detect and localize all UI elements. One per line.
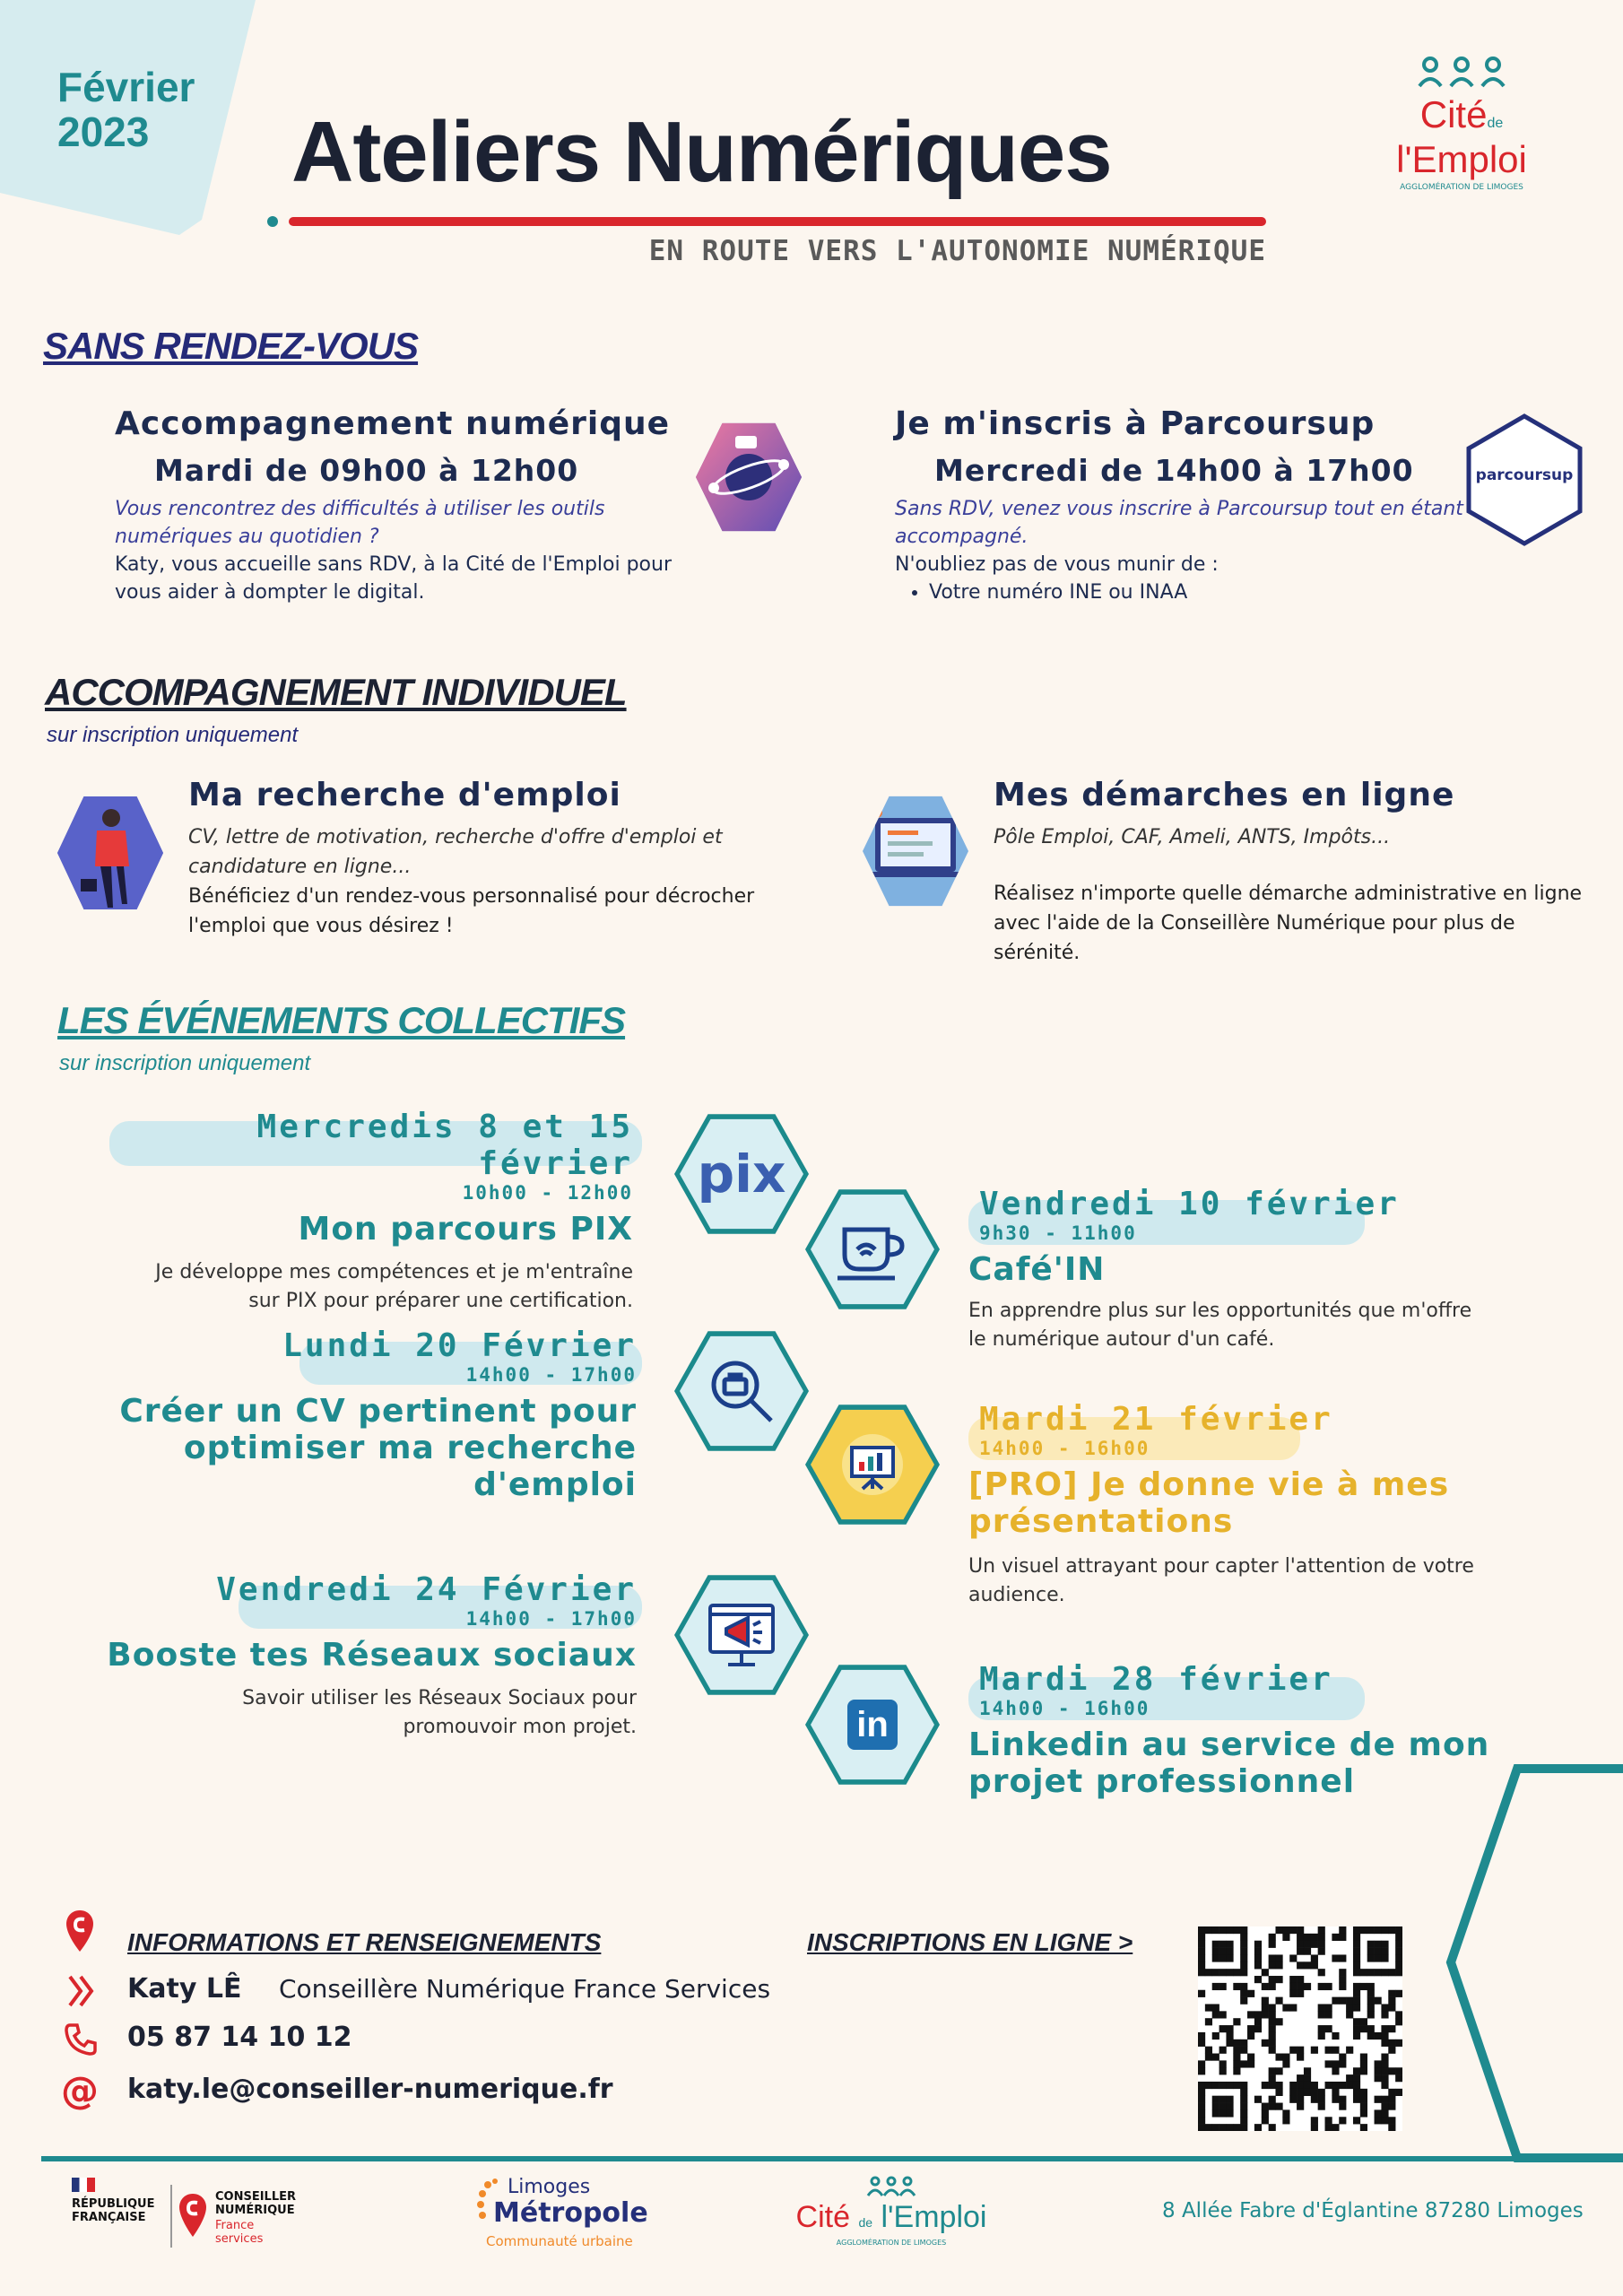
event-date: Vendredi 10 février: [979, 1186, 1400, 1222]
block-title: Mes démarches en ligne: [994, 777, 1455, 813]
cite-emploi-logo: [1390, 54, 1533, 192]
phone-icon: [63, 2022, 99, 2061]
chevron-right-icon: [65, 1973, 97, 2018]
pix-icon: [674, 1110, 809, 1238]
footer-de-text: de: [858, 2215, 873, 2230]
recherche-emploi-block: [188, 777, 762, 941]
block-italic: Vous rencontrez des difficultés à utiliser les outils numériques au quotidien ?: [115, 498, 605, 548]
event-cafe: [968, 1186, 1481, 1354]
block-text: Bénéficiez d'un rendez-vous personnalisé pour décrocher l'emploi que vous désirez !: [188, 885, 755, 937]
section-individuel: ACCOMPAGNEMENT INDIVIDUEL: [45, 671, 627, 713]
event-date: Vendredi 24 Février: [216, 1571, 637, 1608]
event-title: Mon parcours PIX: [298, 1211, 633, 1248]
parcoursup-block: [895, 405, 1469, 606]
footer-divider: [41, 2156, 1623, 2161]
location-pin-icon: [65, 1909, 95, 1957]
event-pix: [90, 1109, 633, 1316]
cite-emploi-footer-logo: [793, 2174, 990, 2255]
page-title: Ateliers Numériques: [291, 104, 1112, 200]
event-desc: Savoir utiliser les Réseaux Sociaux pour promouvoir mon projet.: [242, 1687, 637, 1738]
inscriptions-link[interactable]: INSCRIPTIONS EN LIGNE >: [807, 1928, 1133, 1956]
contact-phone[interactable]: 05 87 14 10 12: [127, 2022, 352, 2053]
month-label: [57, 65, 195, 154]
contact-role: Conseillère Numérique France Services: [279, 1974, 771, 2004]
section-collectifs-sub: sur inscription uniquement: [59, 1051, 311, 1075]
footer-address: 8 Allée Fabre d'Églantine 87280 Limoges: [1162, 2199, 1584, 2222]
event-hours: 14h00 - 16h00: [979, 1438, 1150, 1459]
event-desc: Je développe mes compétences et je m'entraîne sur PIX pour préparer une certification.: [155, 1261, 633, 1312]
cn-shield-icon: [178, 2192, 208, 2242]
block-italic: Sans RDV, venez vous inscrire à Parcoursup tout en étant accompagné.: [895, 498, 1463, 548]
year: 2023: [57, 109, 150, 155]
job-search-icon: [674, 1327, 809, 1455]
event-date: Mardi 21 février: [979, 1401, 1333, 1438]
event-date: Lundi 20 Février: [282, 1327, 637, 1364]
month: Février: [57, 64, 195, 110]
event-hours: 14h00 - 17h00: [465, 1608, 637, 1630]
event-title-line2: présentations: [968, 1503, 1234, 1540]
event-date: Mercredis 8 et 15 février: [256, 1109, 633, 1182]
presentation-icon: [805, 1401, 940, 1528]
event-date: Mardi 28 février: [979, 1661, 1333, 1698]
qr-code[interactable]: [1198, 1926, 1402, 2131]
event-title-line1: [PRO] Je donne vie à mes: [968, 1466, 1450, 1503]
block-title: Ma recherche d'emploi: [188, 777, 621, 813]
demarches-block: [994, 777, 1585, 968]
info-heading: INFORMATIONS ET RENSEIGNEMENTS: [127, 1928, 602, 1956]
block-text: N'oubliez pas de vous munir de :: [895, 553, 1219, 576]
title-dot: [267, 216, 278, 227]
logo-emploi-text: l'Emploi: [1396, 138, 1527, 180]
contact-name: Katy LÊ: [127, 1973, 242, 2005]
online-procedures-icon: [863, 793, 968, 909]
event-reseaux: [90, 1571, 637, 1742]
event-title-line1: Créer un CV pertinent pour: [119, 1393, 637, 1430]
accompagnement-block: [115, 405, 689, 606]
metropole-text: Métropole: [493, 2197, 648, 2229]
footer-emploi-text: l'Emploi: [881, 2200, 987, 2234]
conseiller-text: CONSEILLER NUMÉRIQUE: [215, 2190, 297, 2217]
event-title-line2: optimiser ma recherche d'emploi: [183, 1430, 637, 1503]
logo-de-text: de: [1487, 116, 1504, 131]
event-cv: [36, 1327, 637, 1503]
communaute-text: Communauté urbaine: [486, 2233, 633, 2249]
block-text: Katy, vous accueille sans RDV, à la Cité de l'Emploi pour vous aider à dompter le digital.: [115, 553, 672, 604]
parcoursup-logo: [1463, 413, 1585, 547]
event-title: Booste tes Réseaux sociaux: [107, 1637, 637, 1674]
block-time: Mercredi de 14h00 à 17h00: [934, 453, 1414, 488]
block-italic: Pôle Emploi, CAF, Ameli, ANTS, Impôts...: [994, 826, 1391, 848]
page-subtitle: EN ROUTE VERS L'AUTONOMIE NUMÉRIQUE: [648, 235, 1266, 267]
footer-agglo-text: AGGLOMÉRATION DE LIMOGES: [836, 2239, 947, 2247]
footer-cite-text: Cité: [795, 2200, 850, 2234]
digital-globe-icon: [696, 420, 802, 535]
linkedin-text: in: [847, 1700, 898, 1750]
event-desc: Un visuel attrayant pour capter l'attention de votre audience.: [968, 1555, 1474, 1606]
at-icon: @: [61, 2068, 99, 2112]
event-title-line2: projet professionnel: [968, 1763, 1356, 1800]
event-desc: En apprendre plus sur les opportunités que m'offre le numérique autour d'un café.: [968, 1300, 1472, 1351]
republique-france-services-logo: [72, 2178, 305, 2258]
logo-cite-text: Cité: [1419, 93, 1488, 135]
bullet-item: • Votre numéro INE ou INAA: [929, 578, 1469, 606]
republique-text: RÉPUBLIQUE FRANÇAISE: [72, 2197, 155, 2224]
coffee-wifi-icon: [805, 1186, 940, 1313]
event-hours: 14h00 - 17h00: [465, 1364, 637, 1386]
megaphone-icon: [674, 1571, 809, 1699]
event-hours: 14h00 - 16h00: [979, 1698, 1150, 1719]
linkedin-icon: [805, 1661, 940, 1788]
event-title: Café'IN: [968, 1251, 1106, 1288]
event-presentations: [968, 1401, 1535, 1610]
block-time: Mardi de 09h00 à 12h00: [154, 453, 579, 488]
decorative-hexagon: [1444, 1758, 1623, 2170]
event-title-line1: Linkedin au service de mon: [968, 1726, 1490, 1763]
section-sans-rdv: SANS RENDEZ-VOUS: [43, 325, 419, 367]
logo-agglo-text: AGGLOMÉRATION DE LIMOGES: [1400, 183, 1523, 192]
section-collectifs: LES ÉVÉNEMENTS COLLECTIFS: [57, 999, 626, 1041]
block-title: Accompagnement numérique: [115, 405, 671, 442]
contact-email[interactable]: katy.le@conseiller-numerique.fr: [127, 2074, 613, 2105]
pix-text: pix: [697, 1144, 786, 1205]
parcoursup-logo-text: parcoursup: [1475, 466, 1574, 484]
contact-name-row: [127, 1973, 770, 2005]
limoges-text: Limoges: [508, 2176, 591, 2198]
block-title: Je m'inscris à Parcoursup: [895, 405, 1376, 442]
block-text: Réalisez n'importe quelle démarche administrative en ligne avec l'aide de la Conseillère Numérique pour plus de sérénité.: [994, 883, 1583, 964]
section-individuel-sub: sur inscription uniquement: [47, 723, 299, 747]
event-hours: 9h30 - 11h00: [979, 1222, 1137, 1244]
job-seeker-icon: [57, 793, 163, 913]
event-hours: 10h00 - 12h00: [462, 1182, 633, 1204]
people-icon: [1390, 54, 1533, 97]
limoges-metropole-logo: [475, 2174, 655, 2255]
france-services-text: France services: [215, 2219, 264, 2246]
title-underline: [289, 217, 1266, 226]
block-italic: CV, lettre de motivation, recherche d'offre d'emploi et candidature en ligne...: [188, 826, 723, 878]
